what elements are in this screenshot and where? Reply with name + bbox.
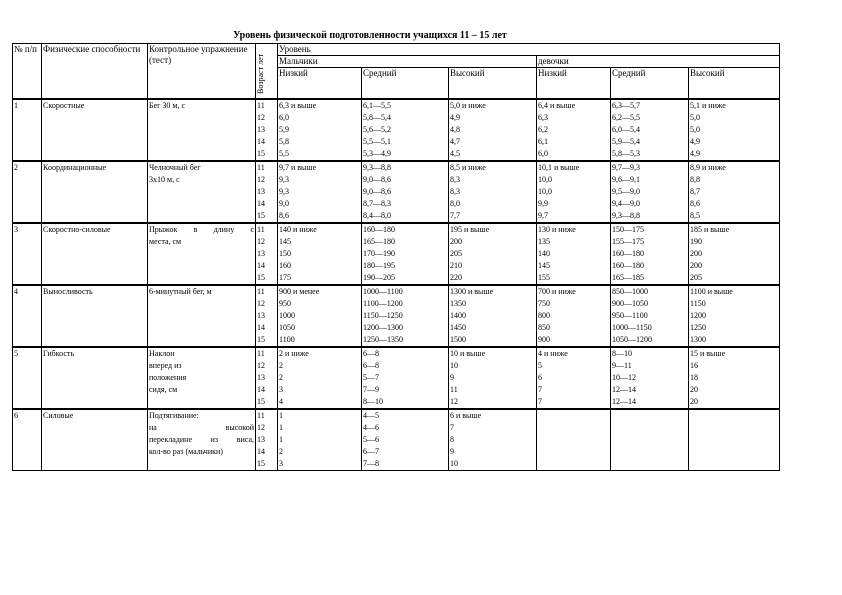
boys-high-value: 8,5 и ниже	[450, 163, 486, 172]
boys-high-value: 12	[450, 397, 458, 406]
boys-high-value: 8,3	[450, 175, 460, 184]
age-value: 14	[257, 323, 265, 332]
boys-high-cell	[449, 285, 537, 347]
girls-high-value: 200	[690, 249, 702, 258]
girls-mid-value: 9,3—8,8	[612, 211, 640, 220]
girls-low-value: 145	[538, 261, 550, 270]
row-number: 3	[13, 223, 42, 285]
boys-high-value: 9	[450, 447, 454, 456]
boys-low-value: 9,3	[279, 187, 289, 196]
boys-high-cell	[449, 347, 537, 409]
age-value: 12	[257, 299, 265, 308]
boys-mid-value: 1150—1250	[363, 311, 403, 320]
age-value: 11	[257, 225, 265, 234]
boys-mid-value: 6,1—5,5	[363, 101, 391, 110]
boys-low-value: 1	[279, 411, 283, 420]
girls-high-value: 200	[690, 261, 702, 270]
girls-low-value: 7	[538, 385, 542, 394]
boys-mid-value: 190—205	[363, 273, 395, 282]
age-cell	[256, 409, 278, 471]
age-value: 13	[257, 435, 265, 444]
boys-low-value: 2 и ниже	[279, 349, 309, 358]
boys-mid-value: 7—8	[363, 459, 379, 468]
age-value: 12	[257, 423, 265, 432]
boys-low-value: 2	[279, 361, 283, 370]
girls-high-cell	[689, 99, 780, 161]
header-level: Уровень	[278, 44, 780, 56]
girls-mid-cell	[611, 99, 689, 161]
girls-high-value: 20	[690, 385, 698, 394]
ability-name: Скоростные	[42, 99, 148, 161]
boys-high-cell	[449, 409, 537, 471]
header-girls-high: Высокий	[689, 68, 780, 100]
girls-low-value: 6,3	[538, 113, 548, 122]
table-row	[13, 347, 780, 409]
boys-mid-value: 7—9	[363, 385, 379, 394]
girls-mid-cell	[611, 223, 689, 285]
boys-mid-value: 5—7	[363, 373, 379, 382]
test-line: вперед из	[149, 361, 182, 370]
boys-low-value: 9,3	[279, 175, 289, 184]
girls-mid-value: 6,3—5,7	[612, 101, 640, 110]
girls-mid-value: 950—1100	[612, 311, 648, 320]
girls-mid-value: 160—180	[612, 261, 644, 270]
boys-mid-value: 8,7—8,3	[363, 199, 391, 208]
age-cell	[256, 99, 278, 161]
girls-high-value: 8,6	[690, 199, 700, 208]
boys-high-value: 1450	[450, 323, 466, 332]
fitness-table	[12, 43, 780, 471]
boys-mid-value: 8,4—8,0	[363, 211, 391, 220]
girls-low-cell	[537, 409, 611, 471]
boys-low-value: 900 и менее	[279, 287, 320, 296]
girls-high-value: 4,9	[690, 137, 700, 146]
girls-mid-value: 9,6—9,1	[612, 175, 640, 184]
girls-high-cell	[689, 409, 780, 471]
header-num: № п/п	[13, 44, 42, 100]
age-value: 13	[257, 249, 265, 258]
boys-mid-value: 9,0—8,6	[363, 175, 391, 184]
test-line: Прыжок в длину с	[149, 225, 254, 234]
boys-high-value: 7	[450, 423, 454, 432]
girls-low-value: 6,4 и выше	[538, 101, 576, 110]
boys-high-value: 1300 и выше	[450, 287, 494, 296]
boys-low-value: 9,0	[279, 199, 289, 208]
age-value: 14	[257, 447, 265, 456]
boys-mid-value: 5,5—5,1	[363, 137, 391, 146]
boys-low-value: 5,5	[279, 149, 289, 158]
girls-mid-value: 9—11	[612, 361, 632, 370]
boys-high-value: 6 и выше	[450, 411, 482, 420]
girls-high-value: 18	[690, 373, 698, 382]
girls-mid-value: 5,8—5,3	[612, 149, 640, 158]
boys-mid-value: 165—180	[363, 237, 395, 246]
age-value: 14	[257, 137, 265, 146]
boys-low-value: 9,7 и выше	[279, 163, 317, 172]
boys-low-cell	[278, 347, 362, 409]
header-boys-low: Низкий	[278, 68, 362, 100]
girls-mid-value: 150—175	[612, 225, 644, 234]
table-row	[13, 285, 780, 347]
header-age: Возраст лет	[256, 53, 265, 94]
age-value: 11	[257, 411, 265, 420]
boys-low-value: 3	[279, 459, 283, 468]
girls-high-value: 8,8	[690, 175, 700, 184]
boys-low-value: 2	[279, 373, 283, 382]
girls-low-value: 6,1	[538, 137, 548, 146]
boys-high-value: 200	[450, 237, 462, 246]
test-description	[148, 285, 256, 347]
row-number: 2	[13, 161, 42, 223]
girls-mid-value: 9,5—9,0	[612, 187, 640, 196]
test-description	[148, 223, 256, 285]
girls-low-value: 800	[538, 311, 550, 320]
boys-high-value: 10	[450, 459, 458, 468]
girls-mid-value: 12—14	[612, 385, 636, 394]
boys-high-value: 11	[450, 385, 458, 394]
test-description	[148, 409, 256, 471]
girls-high-value: 8,5	[690, 211, 700, 220]
row-number: 4	[13, 285, 42, 347]
boys-mid-value: 5,3—4,9	[363, 149, 391, 158]
girls-high-value: 1250	[690, 323, 706, 332]
boys-low-value: 1	[279, 435, 283, 444]
girls-low-value: 140	[538, 249, 550, 258]
girls-low-value: 900	[538, 335, 550, 344]
test-description	[148, 161, 256, 223]
boys-low-value: 1	[279, 423, 283, 432]
boys-low-cell	[278, 223, 362, 285]
boys-mid-value: 4—5	[363, 411, 379, 420]
girls-high-value: 1300	[690, 335, 706, 344]
boys-mid-value: 4—6	[363, 423, 379, 432]
girls-mid-value: 12—14	[612, 397, 636, 406]
table-row	[13, 409, 780, 471]
girls-low-value: 135	[538, 237, 550, 246]
girls-mid-cell	[611, 409, 689, 471]
girls-low-value: 6	[538, 373, 542, 382]
girls-high-value: 8,7	[690, 187, 700, 196]
girls-low-value: 9,9	[538, 199, 548, 208]
boys-mid-value: 6—7	[363, 447, 379, 456]
boys-low-value: 2	[279, 447, 283, 456]
girls-low-cell	[537, 285, 611, 347]
girls-low-value: 750	[538, 299, 550, 308]
test-description	[148, 99, 256, 161]
girls-mid-value: 900—1050	[612, 299, 648, 308]
ability-name: Координационные	[42, 161, 148, 223]
age-value: 11	[257, 287, 265, 296]
girls-high-value: 185 и выше	[690, 225, 730, 234]
girls-low-value: 10,0	[538, 187, 552, 196]
boys-high-value: 7,7	[450, 211, 460, 220]
boys-mid-value: 1100—1200	[363, 299, 403, 308]
girls-high-cell	[689, 223, 780, 285]
boys-high-value: 8,3	[450, 187, 460, 196]
girls-mid-cell	[611, 161, 689, 223]
boys-low-value: 160	[279, 261, 291, 270]
girls-mid-value: 5,9—5,4	[612, 137, 640, 146]
girls-high-value: 16	[690, 361, 698, 370]
boys-low-value: 5,9	[279, 125, 289, 134]
age-value: 15	[257, 459, 265, 468]
ability-name: Выносливость	[42, 285, 148, 347]
age-value: 12	[257, 361, 265, 370]
girls-high-value: 15 и выше	[690, 349, 726, 358]
boys-high-value: 5,0 и ниже	[450, 101, 486, 110]
boys-mid-value: 5—6	[363, 435, 379, 444]
girls-mid-value: 8—10	[612, 349, 632, 358]
boys-low-cell	[278, 99, 362, 161]
boys-mid-value: 6—8	[363, 349, 379, 358]
girls-low-cell	[537, 223, 611, 285]
girls-high-cell	[689, 285, 780, 347]
boys-mid-value: 5,8—5,4	[363, 113, 391, 122]
age-value: 15	[257, 149, 265, 158]
girls-low-value: 10,0	[538, 175, 552, 184]
girls-mid-value: 6,2—5,5	[612, 113, 640, 122]
girls-low-value: 850	[538, 323, 550, 332]
boys-mid-value: 9,0—8,6	[363, 187, 391, 196]
table-row	[13, 161, 780, 223]
header-boys: Мальчики	[278, 56, 537, 68]
boys-low-value: 6,0	[279, 113, 289, 122]
test-line: перекладине из виса,	[149, 435, 254, 444]
test-line: сидя, см	[149, 385, 178, 394]
test-line: 3х10 м, с	[149, 175, 180, 184]
boys-mid-value: 160—180	[363, 225, 395, 234]
boys-high-value: 1350	[450, 299, 466, 308]
age-value: 15	[257, 273, 265, 282]
boys-low-value: 145	[279, 237, 291, 246]
age-value: 12	[257, 237, 265, 246]
boys-high-value: 10	[450, 361, 458, 370]
header-ability: Физические способности	[42, 44, 148, 100]
age-value: 14	[257, 261, 265, 270]
boys-low-value: 1100	[279, 335, 295, 344]
girls-high-value: 4,9	[690, 149, 700, 158]
row-number: 6	[13, 409, 42, 471]
boys-low-value: 140 и ниже	[279, 225, 317, 234]
boys-mid-value: 8—10	[363, 397, 383, 406]
boys-high-value: 9	[450, 373, 454, 382]
boys-high-value: 10 и выше	[450, 349, 486, 358]
test-line: положения	[149, 373, 187, 382]
test-line: Наклон	[149, 349, 175, 358]
test-line: места, см	[149, 237, 182, 246]
girls-high-cell	[689, 161, 780, 223]
header-girls-mid: Средний	[611, 68, 689, 100]
boys-mid-cell	[362, 161, 449, 223]
girls-high-value: 5,0	[690, 113, 700, 122]
boys-high-value: 4,9	[450, 113, 460, 122]
test-line: Бег 30 м, с	[149, 101, 186, 110]
boys-mid-value: 6—8	[363, 361, 379, 370]
boys-low-cell	[278, 285, 362, 347]
boys-high-value: 4,5	[450, 149, 460, 158]
boys-mid-value: 1200—1300	[363, 323, 403, 332]
test-line: Челночный бег	[149, 163, 201, 172]
age-value: 13	[257, 373, 265, 382]
header-boys-high: Высокий	[449, 68, 537, 100]
boys-mid-cell	[362, 223, 449, 285]
age-value: 11	[257, 101, 265, 110]
girls-low-cell	[537, 161, 611, 223]
ability-name: Силовые	[42, 409, 148, 471]
boys-mid-cell	[362, 99, 449, 161]
boys-mid-value: 1250—1350	[363, 335, 403, 344]
age-value: 14	[257, 385, 265, 394]
girls-mid-cell	[611, 347, 689, 409]
girls-high-value: 205	[690, 273, 702, 282]
boys-high-cell	[449, 99, 537, 161]
boys-mid-value: 170—190	[363, 249, 395, 258]
boys-high-value: 210	[450, 261, 462, 270]
age-value: 13	[257, 311, 265, 320]
test-line: 6-минутный бег, м	[149, 287, 212, 296]
girls-mid-value: 850—1000	[612, 287, 648, 296]
boys-mid-value: 5,6—5,2	[363, 125, 391, 134]
boys-low-value: 1000	[279, 311, 295, 320]
girls-mid-value: 165—185	[612, 273, 644, 282]
row-number: 5	[13, 347, 42, 409]
boys-mid-value: 1000—1100	[363, 287, 403, 296]
girls-low-value: 6,0	[538, 149, 548, 158]
age-value: 15	[257, 335, 265, 344]
boys-high-value: 8	[450, 435, 454, 444]
age-value: 15	[257, 397, 265, 406]
age-value: 15	[257, 211, 265, 220]
boys-low-value: 1050	[279, 323, 295, 332]
boys-high-value: 220	[450, 273, 462, 282]
girls-low-value: 700 и ниже	[538, 287, 576, 296]
boys-mid-value: 9,3—8,8	[363, 163, 391, 172]
age-value: 11	[257, 349, 265, 358]
boys-high-value: 205	[450, 249, 462, 258]
age-value: 13	[257, 187, 265, 196]
header-girls-low: Низкий	[537, 68, 611, 100]
boys-mid-cell	[362, 347, 449, 409]
ability-name: Гибкость	[42, 347, 148, 409]
age-cell	[256, 347, 278, 409]
girls-high-value: 8,9 и ниже	[690, 163, 726, 172]
girls-mid-value: 6,0—5,4	[612, 125, 640, 134]
boys-high-value: 4,7	[450, 137, 460, 146]
girls-high-cell	[689, 347, 780, 409]
header-age-cell	[256, 44, 278, 100]
boys-mid-value: 180—195	[363, 261, 395, 270]
girls-low-value: 9,7	[538, 211, 548, 220]
boys-low-value: 950	[279, 299, 291, 308]
header-girls: девочки	[537, 56, 780, 68]
header-boys-mid: Средний	[362, 68, 449, 100]
girls-low-value: 4 и ниже	[538, 349, 568, 358]
girls-low-value: 130 и ниже	[538, 225, 576, 234]
boys-high-value: 8,0	[450, 199, 460, 208]
boys-high-value: 4,8	[450, 125, 460, 134]
ability-name: Скоростно-силовые	[42, 223, 148, 285]
boys-low-cell	[278, 161, 362, 223]
test-line: Подтягивание:	[149, 411, 199, 420]
boys-mid-cell	[362, 285, 449, 347]
boys-low-value: 6,3 и выше	[279, 101, 317, 110]
girls-low-value: 10,1 и выше	[538, 163, 580, 172]
boys-low-value: 150	[279, 249, 291, 258]
age-cell	[256, 285, 278, 347]
girls-high-value: 190	[690, 237, 702, 246]
girls-mid-value: 160—180	[612, 249, 644, 258]
table-row	[13, 223, 780, 285]
age-value: 11	[257, 163, 265, 172]
age-cell	[256, 223, 278, 285]
girls-mid-cell	[611, 285, 689, 347]
age-value: 12	[257, 175, 265, 184]
age-value: 13	[257, 125, 265, 134]
boys-high-cell	[449, 223, 537, 285]
girls-high-value: 20	[690, 397, 698, 406]
boys-low-value: 3	[279, 385, 283, 394]
row-number: 1	[13, 99, 42, 161]
girls-high-value: 5,1 и ниже	[690, 101, 726, 110]
boys-low-cell	[278, 409, 362, 471]
age-value: 14	[257, 199, 265, 208]
girls-high-value: 1200	[690, 311, 706, 320]
boys-low-value: 8,6	[279, 211, 289, 220]
girls-mid-value: 9,4—9,0	[612, 199, 640, 208]
page-title: Уровень физической подготовленности учащихся 11 – 15 лет	[233, 30, 507, 41]
girls-mid-value: 9,7—9,3	[612, 163, 640, 172]
girls-low-value: 6,2	[538, 125, 548, 134]
girls-mid-value: 1050—1200	[612, 335, 652, 344]
girls-low-value: 155	[538, 273, 550, 282]
girls-low-cell	[537, 347, 611, 409]
test-line: кол-во раз (мальчики)	[149, 447, 223, 456]
girls-high-value: 1150	[690, 299, 706, 308]
boys-high-value: 195 и выше	[450, 225, 490, 234]
boys-high-value: 1500	[450, 335, 466, 344]
boys-low-value: 175	[279, 273, 291, 282]
girls-low-value: 7	[538, 397, 542, 406]
age-value: 12	[257, 113, 265, 122]
girls-high-value: 5,0	[690, 125, 700, 134]
girls-mid-value: 155—175	[612, 237, 644, 246]
girls-mid-value: 10—12	[612, 373, 636, 382]
girls-high-value: 1100 и выше	[690, 287, 733, 296]
age-cell	[256, 161, 278, 223]
girls-low-value: 5	[538, 361, 542, 370]
boys-low-value: 4	[279, 397, 283, 406]
test-description	[148, 347, 256, 409]
header-test: Контрольное упражнение (тест)	[148, 44, 256, 100]
boys-high-value: 1400	[450, 311, 466, 320]
boys-high-cell	[449, 161, 537, 223]
girls-low-cell	[537, 99, 611, 161]
girls-mid-value: 1000—1150	[612, 323, 652, 332]
boys-low-value: 5,8	[279, 137, 289, 146]
test-line: на высокой	[149, 423, 254, 432]
boys-mid-cell	[362, 409, 449, 471]
table-row	[13, 99, 780, 161]
